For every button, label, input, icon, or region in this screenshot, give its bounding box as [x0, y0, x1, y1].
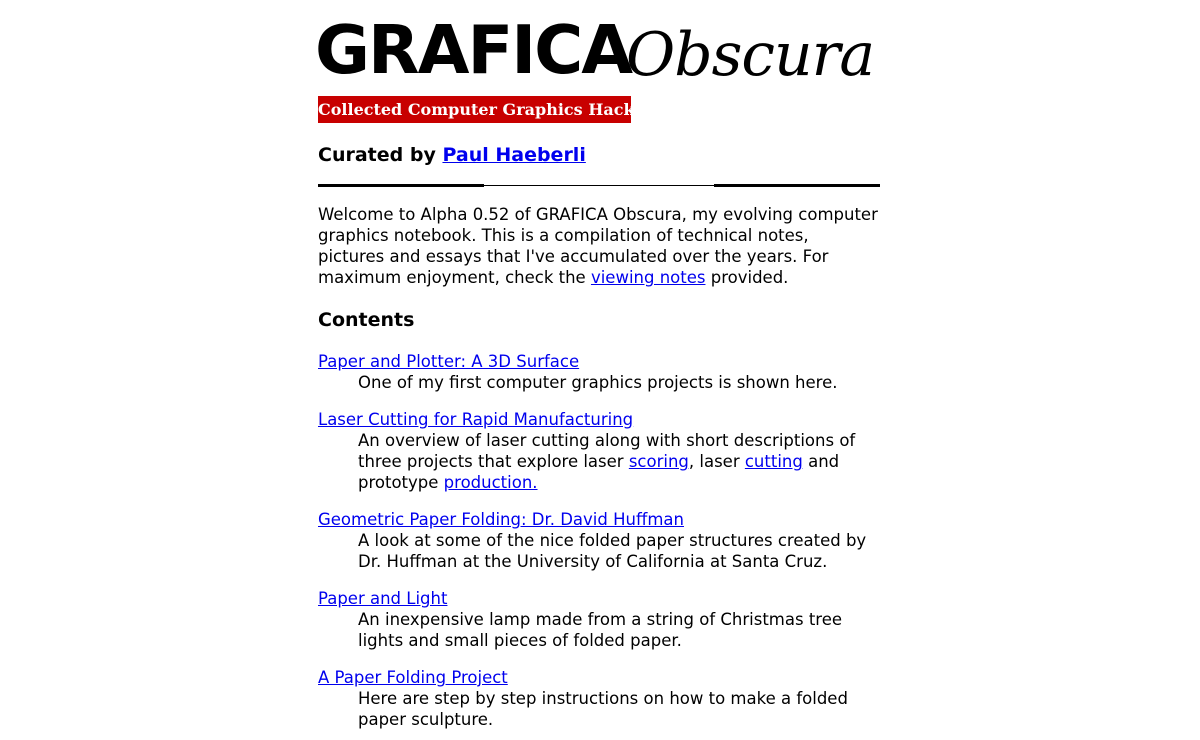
divider-middle-segment: [484, 185, 714, 186]
cutting-link[interactable]: cutting: [744, 452, 803, 471]
production-link[interactable]: production.: [443, 473, 538, 492]
entry-description-text: , laser: [688, 452, 745, 471]
entry-description-text: An overview of laser cutting along with short descriptions of three projects that explore laser: [358, 431, 856, 471]
scoring-link[interactable]: scoring: [628, 452, 689, 471]
entry-title-link[interactable]: Paper and Plotter: A 3D Surface: [318, 352, 580, 371]
entry-description-text: and prototype: [358, 452, 840, 492]
entry-title-link[interactable]: Paper and Light: [318, 589, 448, 608]
divider-left-segment: [318, 184, 484, 187]
divider-rule: [318, 184, 880, 188]
divider-right-segment: [714, 184, 880, 187]
tagline-banner: Collected Computer Graphics Hacks: [318, 96, 631, 123]
entry-description: [358, 430, 880, 493]
list-item: [318, 588, 880, 651]
entry-description: One of my first computer graphics projects is shown here.: [358, 373, 838, 392]
viewing-notes-link[interactable]: viewing notes: [590, 268, 706, 287]
entry-title-link[interactable]: Geometric Paper Folding: Dr. David Huffman: [318, 510, 684, 529]
list-item: [318, 667, 880, 730]
entry-title-link[interactable]: Laser Cutting for Rapid Manufacturing: [318, 410, 634, 429]
list-item: [318, 409, 880, 493]
entry-description: Here are step by step instructions on how to make a folded paper sculpture.: [358, 689, 848, 729]
intro-text: Welcome to Alpha 0.52 of GRAFICA Obscura, my evolving computer graphics notebook. This is a compilation of technical notes, pictures and essays that I've accumulated over the years. For maximum enjoyment, check the: [318, 205, 878, 287]
contents-heading: Contents: [318, 309, 415, 331]
list-item: [318, 351, 880, 393]
entry-description: A look at some of the nice folded paper structures created by Dr. Huffman at the University of California at Santa Cruz.: [358, 531, 867, 571]
list-item: [318, 509, 880, 572]
entry-title-link[interactable]: A Paper Folding Project: [318, 668, 508, 687]
contents-list: [318, 351, 880, 740]
author-link[interactable]: Paul Haeberli: [442, 144, 586, 166]
curated-by-heading: [318, 143, 586, 167]
main-column: [315, 0, 880, 729]
logo-word-grafica: GRAFICA: [315, 11, 632, 89]
curated-prefix: Curated by: [318, 144, 443, 166]
entry-description: An inexpensive lamp made from a string of Christmas tree lights and small pieces of folded paper.: [358, 610, 843, 650]
site-logo: [315, 0, 880, 96]
intro-paragraph: [318, 204, 880, 288]
logo-word-obscura: Obscura: [626, 20, 875, 90]
intro-text-end: provided.: [705, 268, 789, 287]
